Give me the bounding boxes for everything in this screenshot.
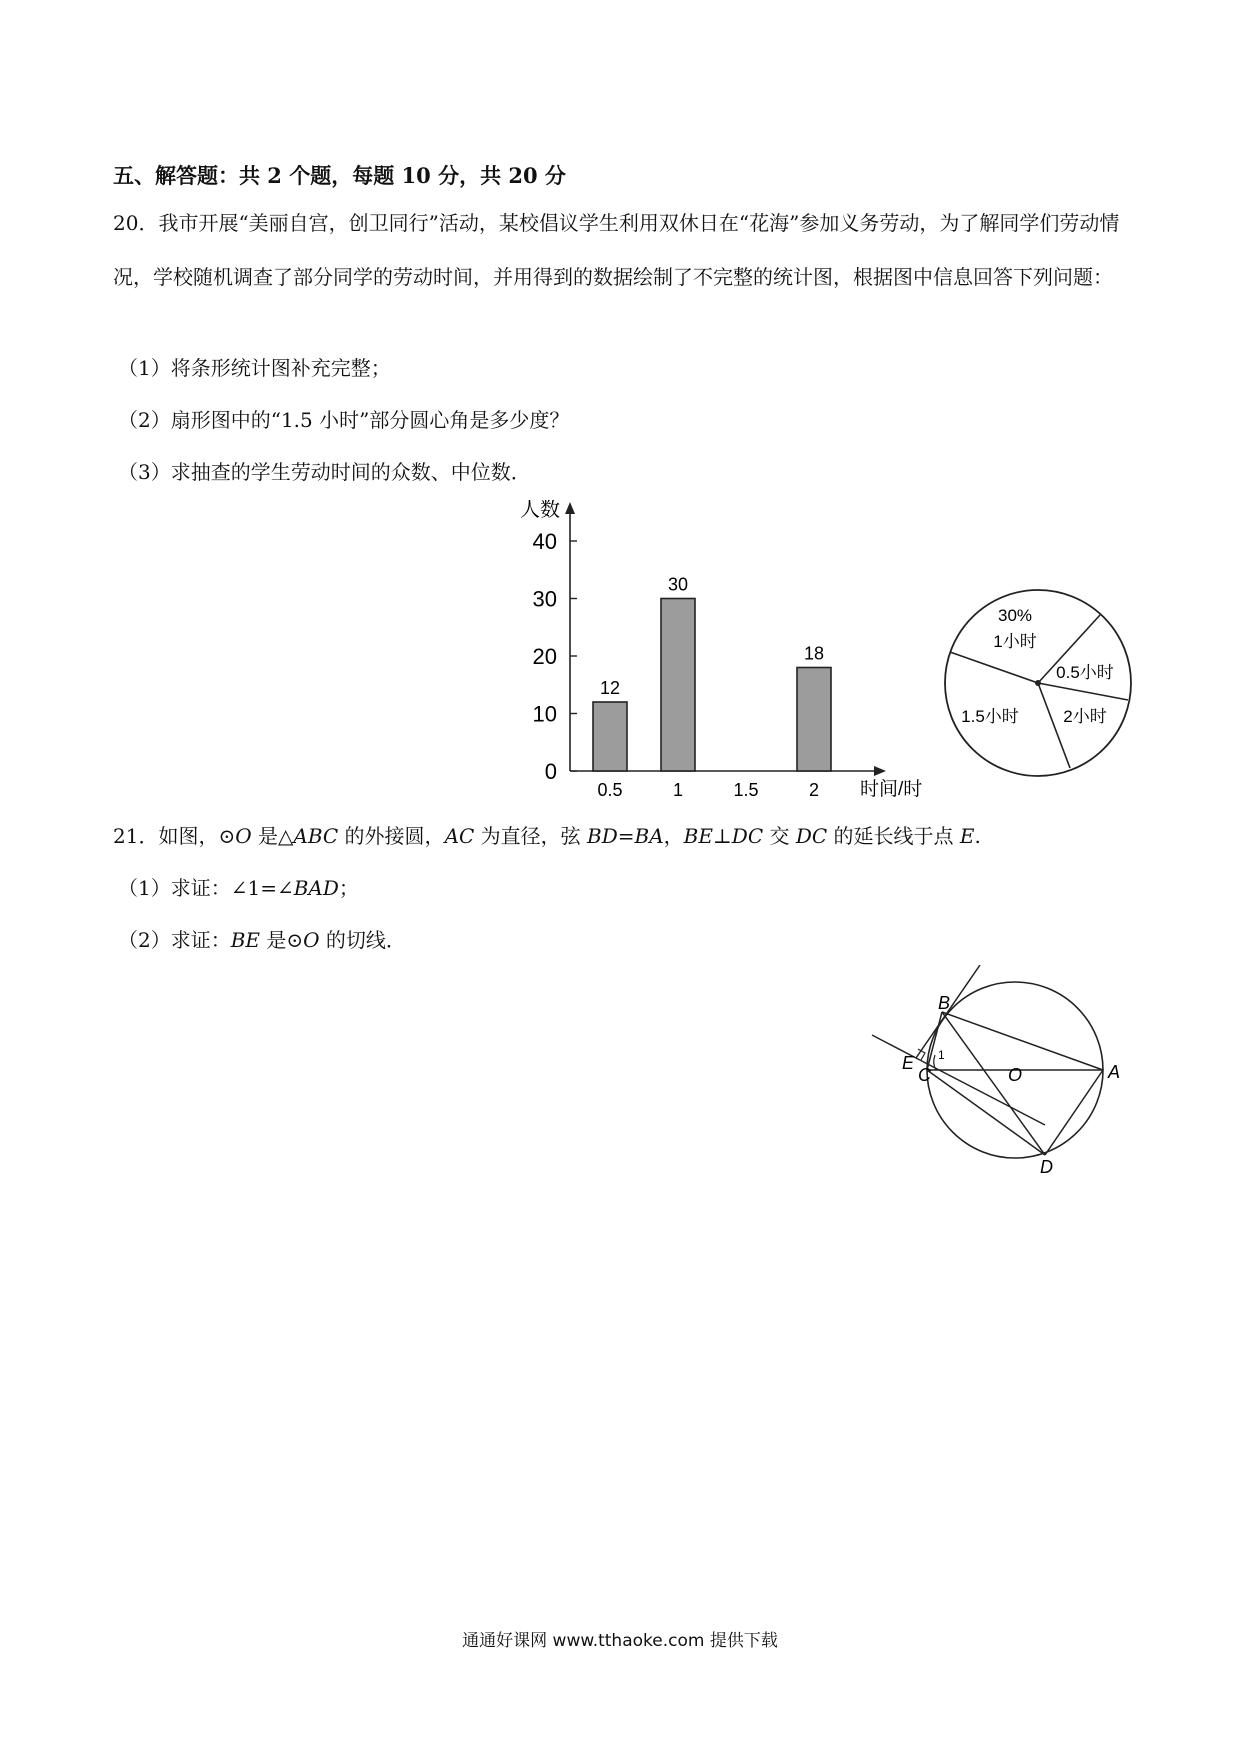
pie-label-1-5h: 1.5小时 [961,707,1019,726]
y-tick-label: 20 [532,644,557,669]
question-20-part-2: （2）扇形图中的“1.5 小时”部分圆心角是多少度？ [118,408,570,432]
question-20-part-3: （3）求抽查的学生劳动时间的众数、中位数． [118,460,531,484]
geometry-figure [860,965,1140,1175]
chord-ba [942,1012,1103,1070]
pie-label-percent: 30% [997,606,1033,625]
y-tick-label: 0 [544,759,557,784]
label-b: B [938,993,951,1013]
y-axis-arrow [565,502,575,514]
question-21-stem: 21．如图，⊙O 是△ABC 的外接圆，AC 为直径，弦 BD=BA，BE⊥DC 交 DC 的延长线于点 E. [113,824,981,848]
y-tick-label: 30 [532,586,557,612]
chord-ad [1045,1070,1103,1155]
section-title: 五、解答题：共 2 个题，每题 10 分，共 20 分 [113,163,566,188]
y-tick-label: 10 [532,701,557,727]
bar [661,599,695,772]
bar-data-label: 12 [599,678,621,698]
label-o: O [1008,1065,1023,1085]
x-tick-label: 1.5 [733,780,759,800]
label-c: C [918,1065,931,1085]
chord-cd [927,1070,1045,1155]
bar [797,668,831,772]
bar-data-label: 18 [803,643,825,664]
x-axis-title: 时间/时 [860,779,923,800]
label-d: D [1040,1157,1053,1175]
x-tick-label: 0.5 [597,780,623,800]
pie-label-1h: 1小时 [993,632,1037,651]
label-a: A [1108,1062,1121,1082]
question-21-part-1: （1）求证：∠1=∠BAD； [118,876,359,900]
question-20-part-1: （1）将条形统计图补充完整； [118,356,391,380]
chord-bd [942,1012,1045,1155]
y-tick-label: 40 [532,529,557,554]
x-tick-label: 1 [672,780,684,800]
footer: 通通好课网 www.tthaoke.com 提供下载 [462,1631,778,1651]
x-tick-label: 2 [808,780,820,800]
pie-center [1035,680,1041,686]
pie-divider [950,652,1038,683]
label-e: E [902,1053,915,1073]
y-axis-title: 人数 [520,500,560,521]
question-21-part-2: （2）求证：BE 是⊙O 的切线． [118,928,406,952]
question-20-stem: 20．我市开展“美丽自宫，创卫同行”活动，某校倡议学生利用双休日在“花海”参加义务劳动，为了解同学们劳动情况，学校随机调查了部分同学的劳动时间，并用得到的数据绘制了不完整的统计图，根据图中信息回答下列问题： [113,211,1120,289]
pie-label-2h: 2小时 [1063,707,1107,726]
label-angle-1: 1 [938,1048,945,1062]
bar [593,702,627,771]
bar-data-label: 30 [667,574,689,595]
x-axis-arrow [874,766,886,776]
pie-label-0-5h: 0.5小时 [1056,663,1114,682]
bar-chart [510,500,950,810]
pie-divider [1038,683,1128,700]
pie-chart [940,585,1140,785]
